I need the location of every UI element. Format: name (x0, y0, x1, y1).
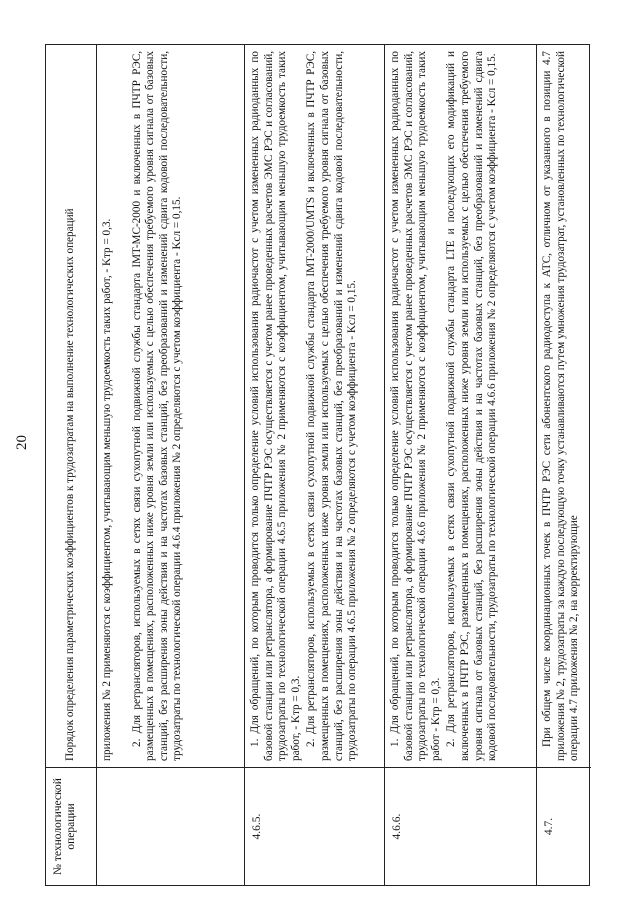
table-row (244, 45, 384, 885)
table-row (536, 45, 591, 885)
table-row (384, 45, 536, 885)
table-row (96, 45, 244, 885)
header-operation-number: № технологической операции (46, 767, 96, 885)
page-number: 20 (14, 435, 30, 450)
row-number: 4.6.5. (245, 767, 384, 885)
table-header (46, 45, 96, 885)
paragraph: 1. Для обращений, по которым проводится только определение условий использования радиочастот с учетом измененных радиоданных по базовой станции или ретранслятора, а формирование ПЧТР РЭС осуществляется с учетом ранее проведенных расчетов ЭМС РЭС и согласований, трудозатраты по технологической операции 4.6.5 приложения № 2 применяются с коэффициентом, учитывающим меньшую трудоемкость таких работ, - Kтр = 0,3. (249, 51, 302, 761)
paragraph: При общем числе координационных точек в ПЧТР РЭС сети абонентского радиодоступа к АТС, отличном от указанного в позиции 4.7 приложения № 2, трудозатраты за каждую последующую точку устанавливаются путем умножения трудозатрат, установленных по технологической операции 4.7 приложения № 2, на корректирующие (541, 51, 581, 761)
row-number: 4.6.6. (385, 767, 536, 885)
row-text (537, 45, 591, 767)
coefficients-table (45, 44, 590, 886)
paragraph: приложения № 2 применяются с коэффициентом, учитывающим меньшую трудоемкость таких работ, - Kтр = 0,3. (101, 218, 113, 761)
row-text (385, 45, 536, 767)
row-text (245, 45, 384, 767)
row-number (97, 767, 244, 885)
header-procedure: Порядок определения параметрических коэффициентов к трудозатратам на выполнение технологических операций (64, 208, 77, 761)
paragraph: 1. Для обращений, по которым проводится только определение условий использования радиочастот с учетом измененных радиоданных по базовой станции или ретранслятора, а формирование ПЧТР РЭС осуществляется с учетом ранее проведенных расчетов ЭМС РЭС и согласований, трудозатраты по технологической операции 4.6.6 приложения № 2 применяются с коэффициентом, учитывающим меньшую трудоемкость таких работ - Kтр = 0,3. (389, 51, 442, 761)
paragraph: 2. Для ретрансляторов, используемых в сетях связи сухопутной подвижной службы стандарта LTE и последующих его модификаций и включенных в ПЧТР РЭС, размещенных в помещениях, расположенных ниже уровня земли или используемых с целью обеспечения требуемого уровня сигнала от базовых станций, без расширения зоны действия и на частотах базовых станций, без преобразований и изменений сдвига кодовой последовательности, трудозатраты по технологической операции 4.6.6 приложения № 2 определяются с учетом коэффициента - Kсл = 0,15. (445, 51, 499, 761)
row-number: 4.7. (537, 767, 591, 885)
paragraph: 2. Для ретрансляторов, используемых в сетях связи сухопутной подвижной службы стандарта IMT-2000/UMTS и включенных в ПЧТР РЭС, размещенных в помещениях, расположенных ниже уровня земли или используемых с целью обеспечения требуемого уровня сигнала от базовых станций, без расширения зоны действия и на частотах базовых станций, без преобразований и изменений сдвига кодовой последовательности, трудозатраты по операции 4.6.5 приложения № 2 определяются с учетом коэффициента - Kсл = 0,15. (305, 51, 359, 761)
row-text (97, 45, 244, 767)
paragraph: 2. Для ретрансляторов, используемых в сетях связи сухопутной подвижной службы стандарта IMT-MC-2000 и включенных в ПЧТР РЭС, размещенных в помещениях, расположенных ниже уровня земли или используемых с целью обеспечения требуемого уровня сигнала от базовых станций, без расширения зоны действия и на частотах базовых станций, без преобразований и изменений сдвига кодовой последовательности, трудозатраты по технологической операции 4.6.4 приложения № 2 определяются с учетом коэффициента - Kсл = 0,15. (130, 51, 184, 761)
